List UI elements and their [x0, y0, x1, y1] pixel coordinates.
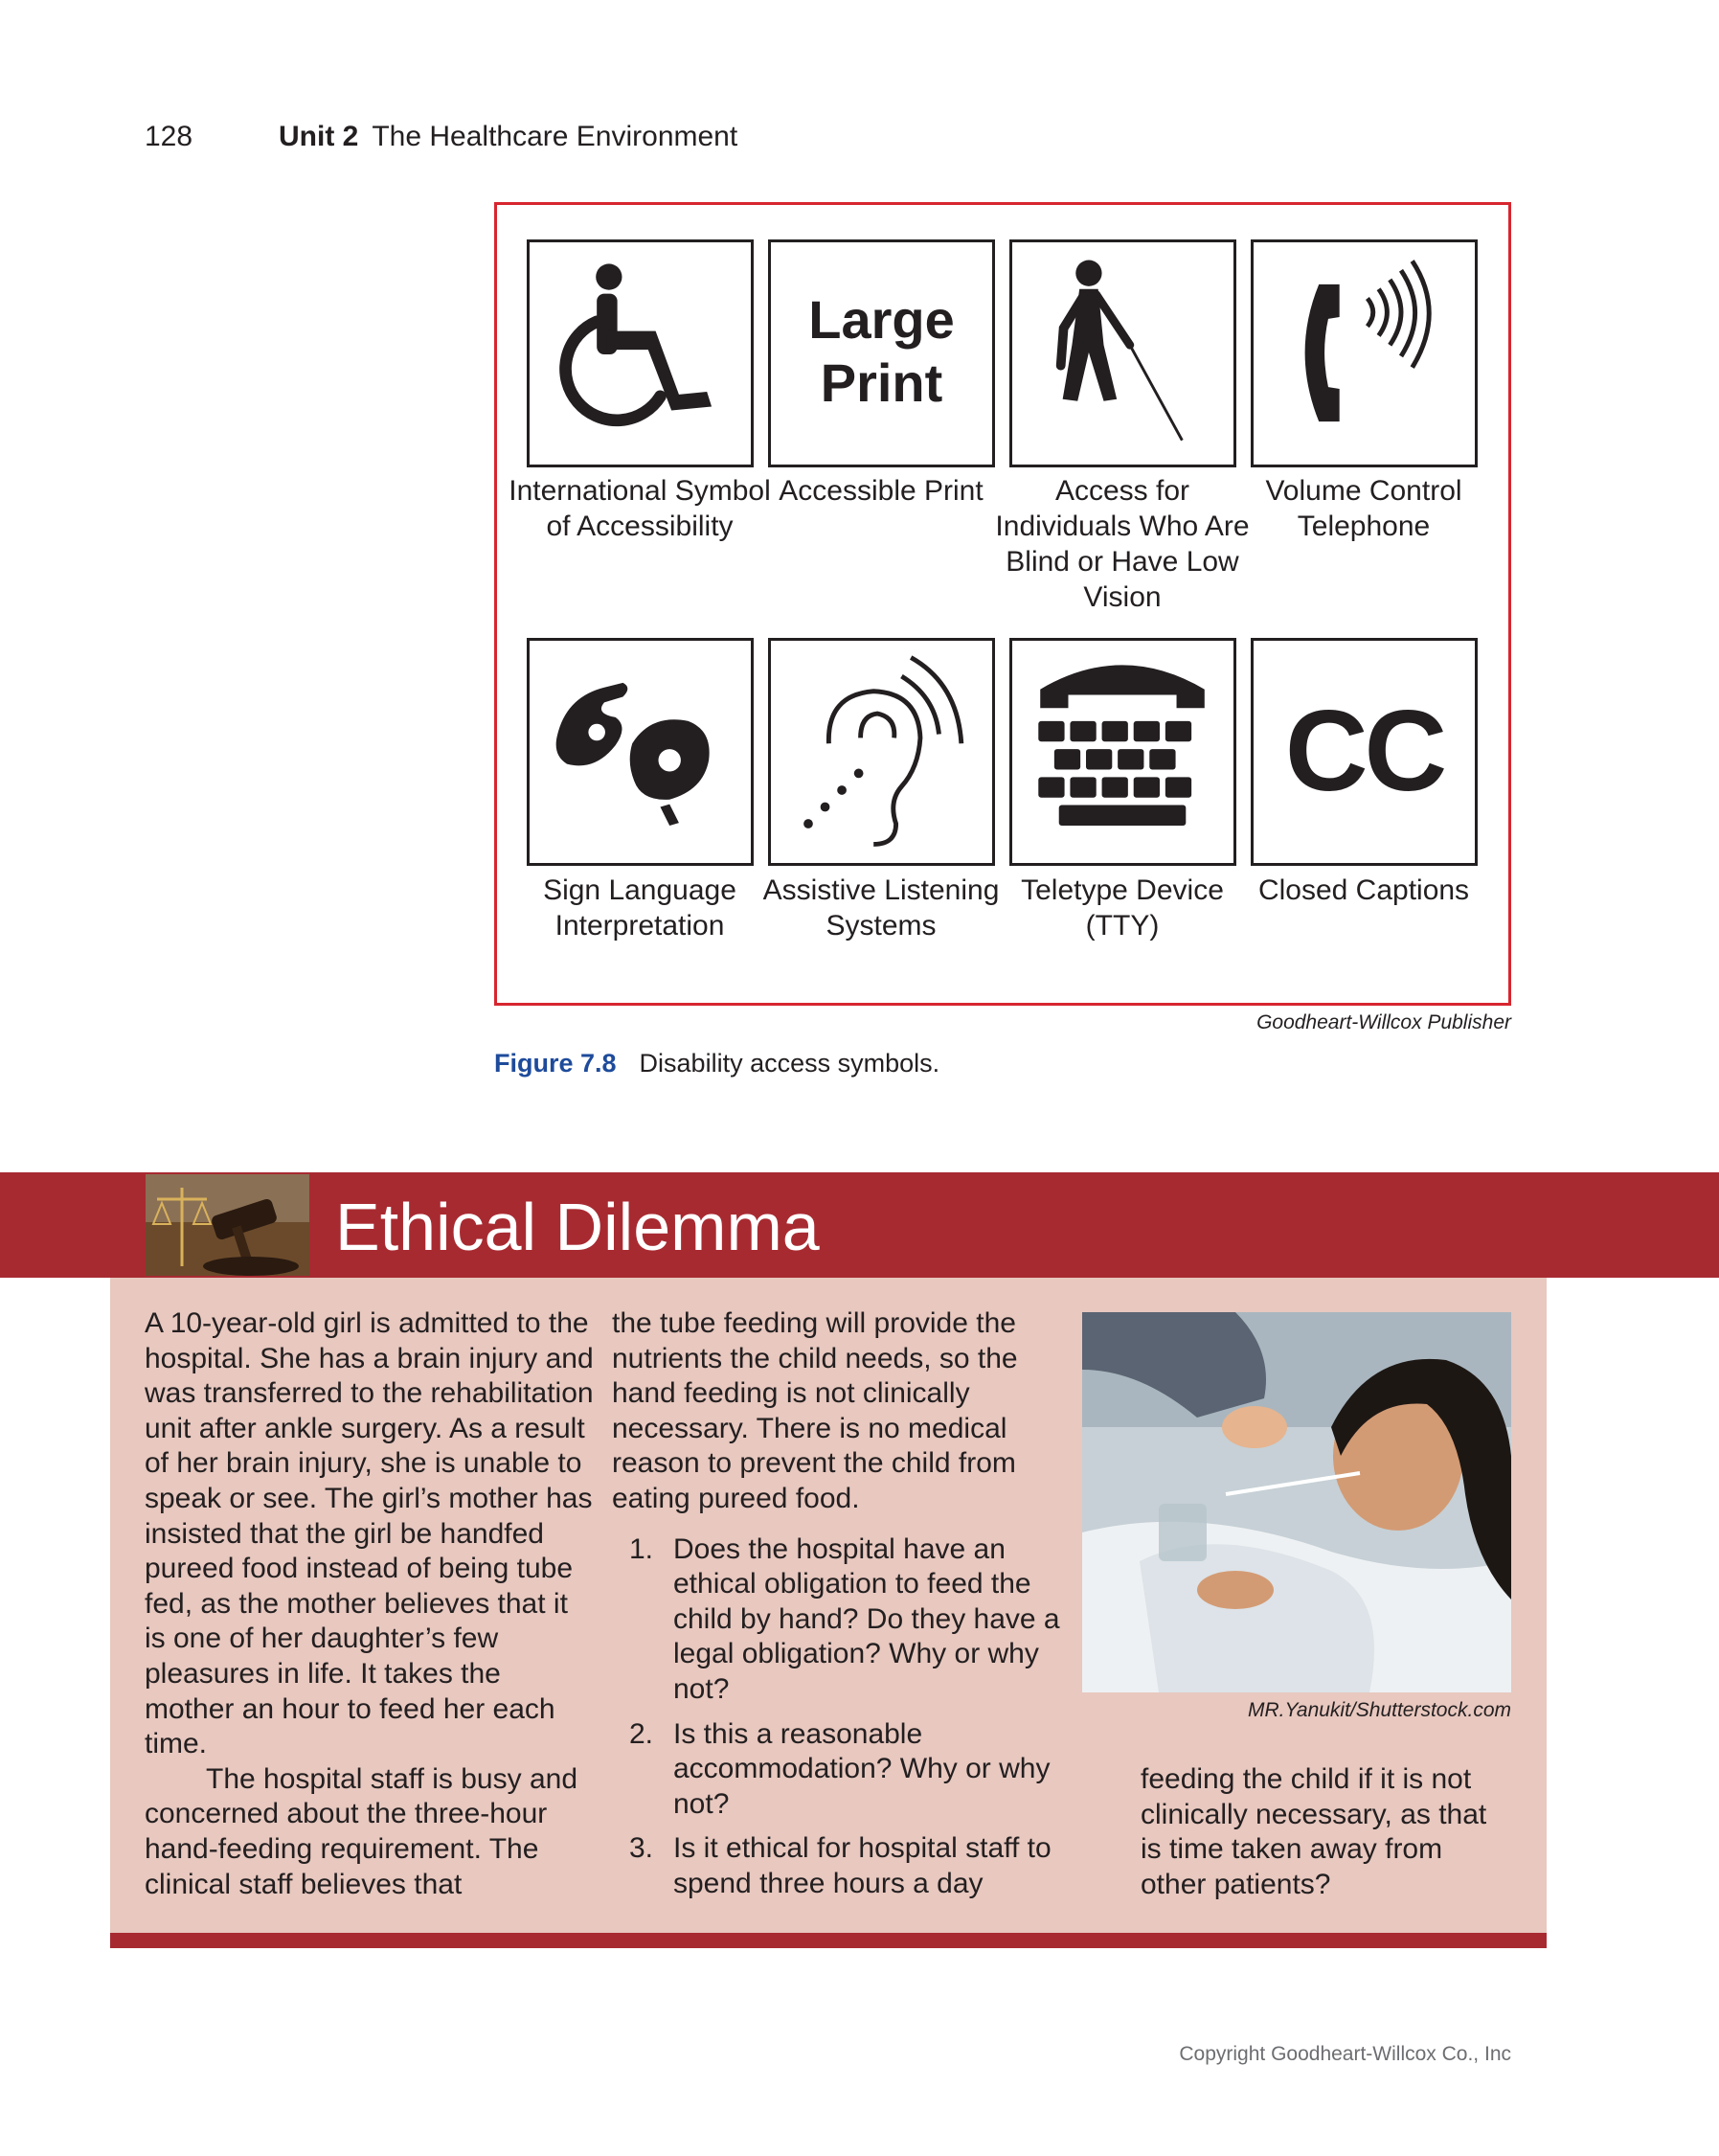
cc-text: CC	[1284, 687, 1444, 815]
question-3-cont: feeding the child if it is not clinically necessary, as that is time taken away from other patients?	[1141, 1763, 1487, 1900]
question-text: Does the hospital have an ethical obligation to feed the child by hand? Do they have a legal obligation? Why or why not?	[673, 1532, 1060, 1705]
list-item	[612, 1532, 1062, 1708]
feeding-photo	[1082, 1312, 1511, 1692]
volume-telephone-icon	[1251, 239, 1478, 467]
ethics-column-3	[1141, 1762, 1504, 1902]
gavel-scales-icon	[146, 1174, 309, 1276]
question-number: 2.	[629, 1717, 654, 1750]
blind-walker-icon	[1009, 239, 1236, 467]
large-print-line1: Large	[808, 289, 955, 350]
closed-captions-icon	[1251, 638, 1478, 866]
question-number: 1.	[629, 1532, 654, 1565]
symbol-caption: Teletype Device (TTY)	[1021, 874, 1224, 942]
page-number: 128	[145, 121, 193, 152]
running-head	[145, 121, 737, 153]
symbol-caption: Assistive Listening Systems	[762, 874, 1000, 942]
figure-caption-text: Disability access symbols.	[639, 1049, 940, 1078]
symbol-caption: International Symbol of Accessibility	[509, 475, 771, 542]
question-list	[612, 1532, 1062, 1902]
unit-label: Unit 2	[279, 121, 359, 152]
copyright: Copyright Goodheart-Willcox Co., Inc	[1179, 2043, 1511, 2065]
sign-language-icon	[527, 638, 754, 866]
wheelchair-icon	[527, 239, 754, 467]
ethics-title: Ethical Dilemma	[335, 1190, 820, 1264]
figure-label: Figure 7.8	[494, 1049, 617, 1078]
photo-credit: MR.Yanukit/Shutterstock.com	[1247, 1699, 1511, 1721]
symbol-caption: Sign Language Interpretation	[543, 874, 736, 942]
symbol-caption: Closed Captions	[1257, 874, 1470, 906]
unit-title: The Healthcare Environment	[372, 121, 738, 152]
ethics-column-2	[612, 1306, 1062, 1912]
question-text: Is it ethical for hospital staff to spend three hours a day	[673, 1832, 1052, 1899]
assistive-listening-icon	[768, 638, 995, 866]
ethics-paragraph-1: A 10-year-old girl is admitted to the hospital. She has a brain injury and was transferred to the rehabilitation unit after ankle surgery. As a result of her brain injury, she is unable to speak or see. The girl’s mother has insisted that the girl be handfed pureed food instead of being tube fed, as the mother believes that it is one of her daughter’s few pleasures in life. It takes the mother an hour to feed her each time.	[145, 1307, 594, 1760]
symbol-caption: Access for Individuals Who Are Blind or Have Low Vision	[995, 475, 1250, 613]
symbol-caption: Volume Control Telephone	[1265, 475, 1462, 542]
ethics-paragraph-2: The hospital staff is busy and concerned about the three-hour hand-feeding requirement. The clinical staff believes that	[145, 1762, 578, 1900]
list-item	[612, 1831, 1062, 1901]
ethics-column-1	[145, 1306, 595, 1902]
list-item	[612, 1717, 1062, 1823]
question-text: Is this a reasonable accommodation? Why or why not?	[673, 1717, 1051, 1820]
figure-credit: Goodheart-Willcox Publisher	[1256, 1011, 1511, 1033]
tty-icon	[1009, 638, 1236, 866]
figure-caption	[494, 1049, 939, 1078]
large-print-line2: Print	[820, 352, 943, 413]
symbol-caption: Accessible Print	[779, 475, 984, 507]
ethics-paragraph-2-cont: the tube feeding will provide the nutrients the child needs, so the hand feeding is not clinically necessary. There is no medical reason to prevent the child from eating pureed food.	[612, 1307, 1018, 1514]
question-number: 3.	[629, 1832, 654, 1865]
large-print-icon	[768, 239, 995, 467]
